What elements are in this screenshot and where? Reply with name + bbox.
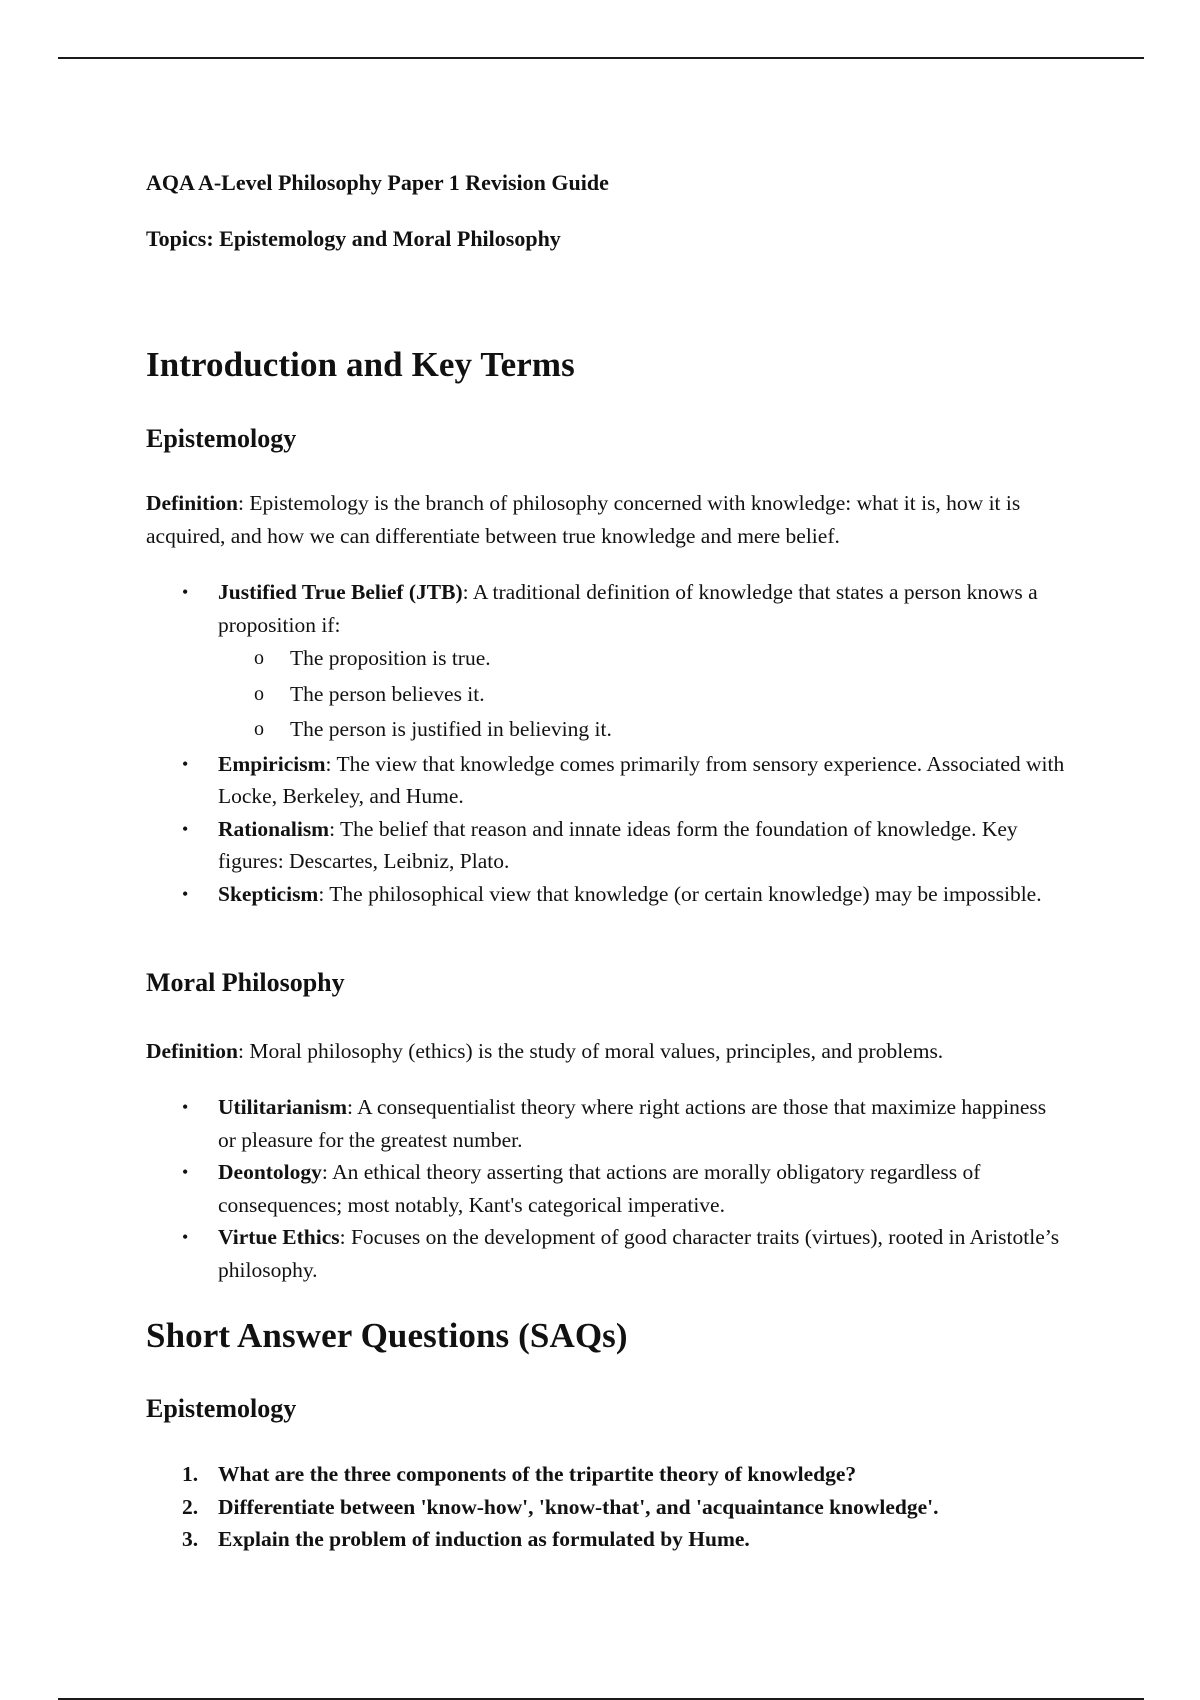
bullet-icon: • [182, 818, 189, 839]
saq-heading: Short Answer Questions (SAQs) [146, 1316, 628, 1355]
term-text: : Focuses on the development of good character traits (virtues), rooted in Aristotle’s philosophy. [218, 1225, 1060, 1282]
list-item [146, 576, 1066, 748]
question-text: Differentiate between 'know-how', 'know-that', and 'acquaintance knowledge'. [218, 1494, 939, 1519]
bullet-icon: • [182, 753, 189, 774]
saq-epistemology-heading: Epistemology [146, 1394, 297, 1423]
question-number: 3. [182, 1527, 199, 1551]
circle-bullet-icon: o [254, 718, 264, 740]
question-text: Explain the problem of induction as formulated by Hume. [218, 1527, 750, 1551]
circle-bullet-icon: o [254, 647, 264, 669]
intro-heading: Introduction and Key Terms [146, 345, 575, 384]
term-label: Rationalism [218, 816, 330, 841]
term-label: Justified True Belief (JTB) [218, 580, 463, 604]
bullet-icon: • [182, 1227, 189, 1247]
question-number: 1. [182, 1462, 199, 1486]
term-text: : A traditional definition of knowledge that states a person knows a proposition if: [218, 580, 1038, 637]
question-number: 2. [182, 1494, 199, 1519]
bullet-icon: • [182, 883, 189, 904]
term-text: : The view that knowledge comes primarily from sensory experience. Associated with Locke, Berkeley, and Hume. [218, 751, 1065, 808]
term-label: Deontology [218, 1160, 322, 1184]
list-item [146, 1458, 1066, 1491]
list-item [146, 1523, 1066, 1556]
moral-definition [146, 1035, 1066, 1068]
top-rule [58, 57, 1144, 59]
term-text: : The belief that reason and innate ideas form the foundation of knowledge. Key figures: Descartes, Leibniz, Plato. [218, 816, 1018, 873]
definition-text: : Epistemology is the branch of philosophy concerned with knowledge: what it is, how it is acquired, and how we can differentiate between true knowledge and mere belief. [146, 491, 1021, 548]
list-item [146, 641, 1066, 677]
saq-questions-list [146, 1458, 1066, 1556]
definition-label: Definition [146, 1039, 238, 1063]
condition-text: The person is justified in believing it. [290, 717, 612, 741]
term-text: : An ethical theory asserting that actions are morally obligatory regardless of consequences; most notably, Kant's categorical imperative. [218, 1160, 981, 1217]
term-label: Utilitarianism [218, 1095, 347, 1119]
term-label: Empiricism [218, 751, 326, 776]
document-title: AQA A-Level Philosophy Paper 1 Revision Guide [146, 170, 609, 195]
term-label: Skepticism [218, 881, 319, 906]
list-item [146, 1156, 1066, 1221]
question-text: What are the three components of the tripartite theory of knowledge? [218, 1462, 857, 1486]
condition-text: The person believes it. [290, 681, 485, 706]
term-text: : The philosophical view that knowledge (or certain knowledge) may be impossible. [318, 881, 1042, 906]
list-item [146, 1221, 1066, 1286]
circle-bullet-icon: o [254, 682, 264, 705]
term-label: Virtue Ethics [218, 1225, 340, 1249]
intro-epistemology-heading: Epistemology [146, 424, 297, 453]
term-text: : A consequentialist theory where right actions are those that maximize happiness or pleasure for the greatest number. [218, 1095, 1047, 1152]
bullet-icon: • [182, 1097, 189, 1117]
definition-label: Definition [146, 491, 238, 515]
moral-terms-list [146, 1091, 1066, 1286]
list-item [146, 1491, 1066, 1524]
list-item [146, 813, 1066, 878]
list-item [146, 712, 1066, 748]
epistemology-definition [146, 487, 1066, 552]
list-item [146, 748, 1066, 813]
list-item [146, 677, 1066, 713]
list-item [146, 1091, 1066, 1156]
definition-text: : Moral philosophy (ethics) is the study of moral values, principles, and problems. [237, 1039, 944, 1063]
epistemology-terms-list [146, 576, 1066, 910]
moral-philosophy-heading: Moral Philosophy [146, 968, 345, 997]
bullet-icon: • [182, 1162, 189, 1182]
jtb-conditions-list [146, 641, 1066, 748]
document-topics: Topics: Epistemology and Moral Philosophy [146, 226, 561, 251]
bullet-icon: • [182, 582, 189, 602]
list-item [146, 878, 1066, 911]
condition-text: The proposition is true. [290, 646, 491, 670]
